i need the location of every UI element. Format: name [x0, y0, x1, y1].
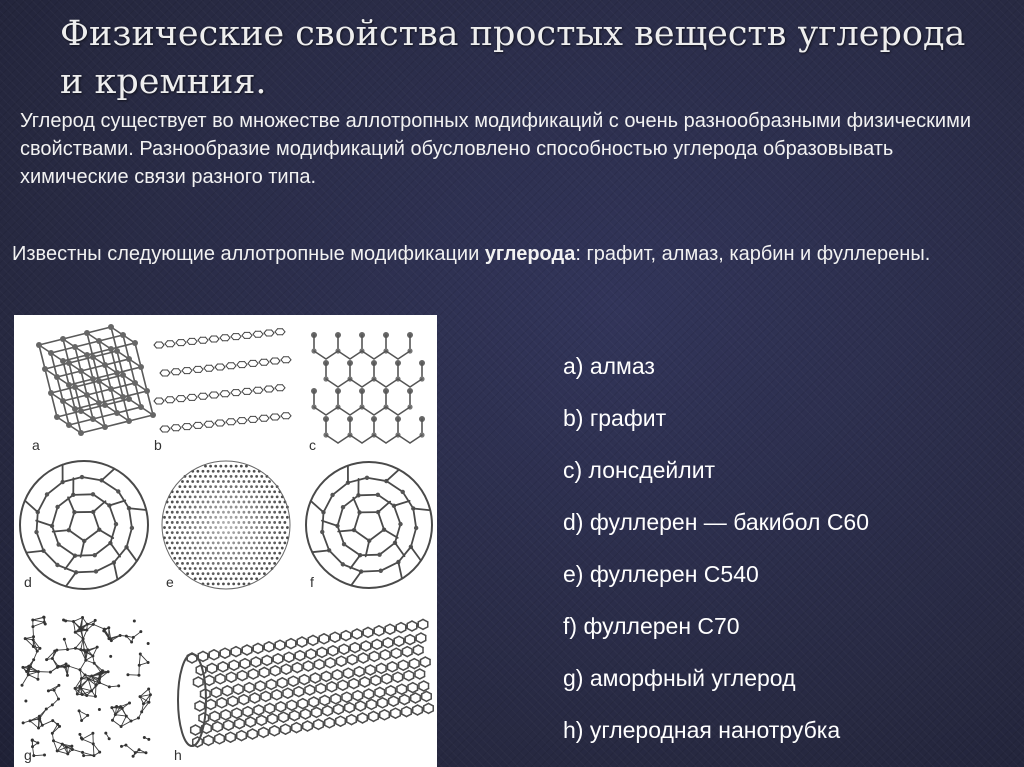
allotropes-legend [563, 340, 1013, 756]
legend-item-h: h) углеродная нанотрубка [563, 717, 841, 743]
panel-label-g: g [24, 747, 32, 763]
legend-item-e: e) фуллерен С540 [563, 561, 759, 587]
legend-item-d: d) фуллерен — бакибол С60 [563, 509, 870, 535]
carbon-nanotube-image [178, 619, 433, 747]
panel-label-c: c [309, 437, 316, 453]
allotropes-illustration [14, 315, 437, 767]
intro-paragraph: Углерод существует во множестве аллотропных модификаций с очень разнообразными физическими свойствами. Разнообразие модификаций обусловлено способностью углерода образовывать химические связи разного типа. [20, 110, 971, 188]
graphite-structure-image [154, 329, 291, 432]
diamond-structure-image [36, 324, 156, 436]
legend-item-c: c) лонсдейлит [563, 457, 716, 483]
slide-title: Физические свойства простых веществ углерода и кремния. [60, 14, 966, 102]
legend-item-b: b) графит [563, 405, 667, 431]
legend-item-g: g) аморфный углерод [563, 665, 796, 691]
fullerene-c70-image [306, 462, 432, 588]
allotropes-figure [14, 315, 437, 767]
legend-item-a: a) алмаз [563, 353, 655, 379]
panel-label-e: e [166, 574, 174, 590]
panel-label-h: h [174, 747, 182, 763]
panel-label-b: b [154, 437, 162, 453]
panel-label-f: f [310, 574, 314, 590]
allotropes-paragraph [12, 239, 1017, 270]
buckyball-c60-image [20, 461, 148, 589]
fullerene-c540-image [162, 461, 290, 589]
legend-item-f: f) фуллерен С70 [563, 613, 740, 639]
panel-label-a: a [32, 437, 40, 453]
allotropes-text-start: Известны следующие аллотропные модификации [12, 243, 485, 265]
allotropes-text-bold: углерода [484, 243, 576, 265]
allotropes-text-end: : графит, алмаз, карбин и фуллерены. [575, 243, 931, 265]
lonsdaleite-structure-image [311, 332, 425, 443]
panel-label-d: d [24, 574, 32, 590]
amorphous-carbon-image [21, 616, 152, 758]
